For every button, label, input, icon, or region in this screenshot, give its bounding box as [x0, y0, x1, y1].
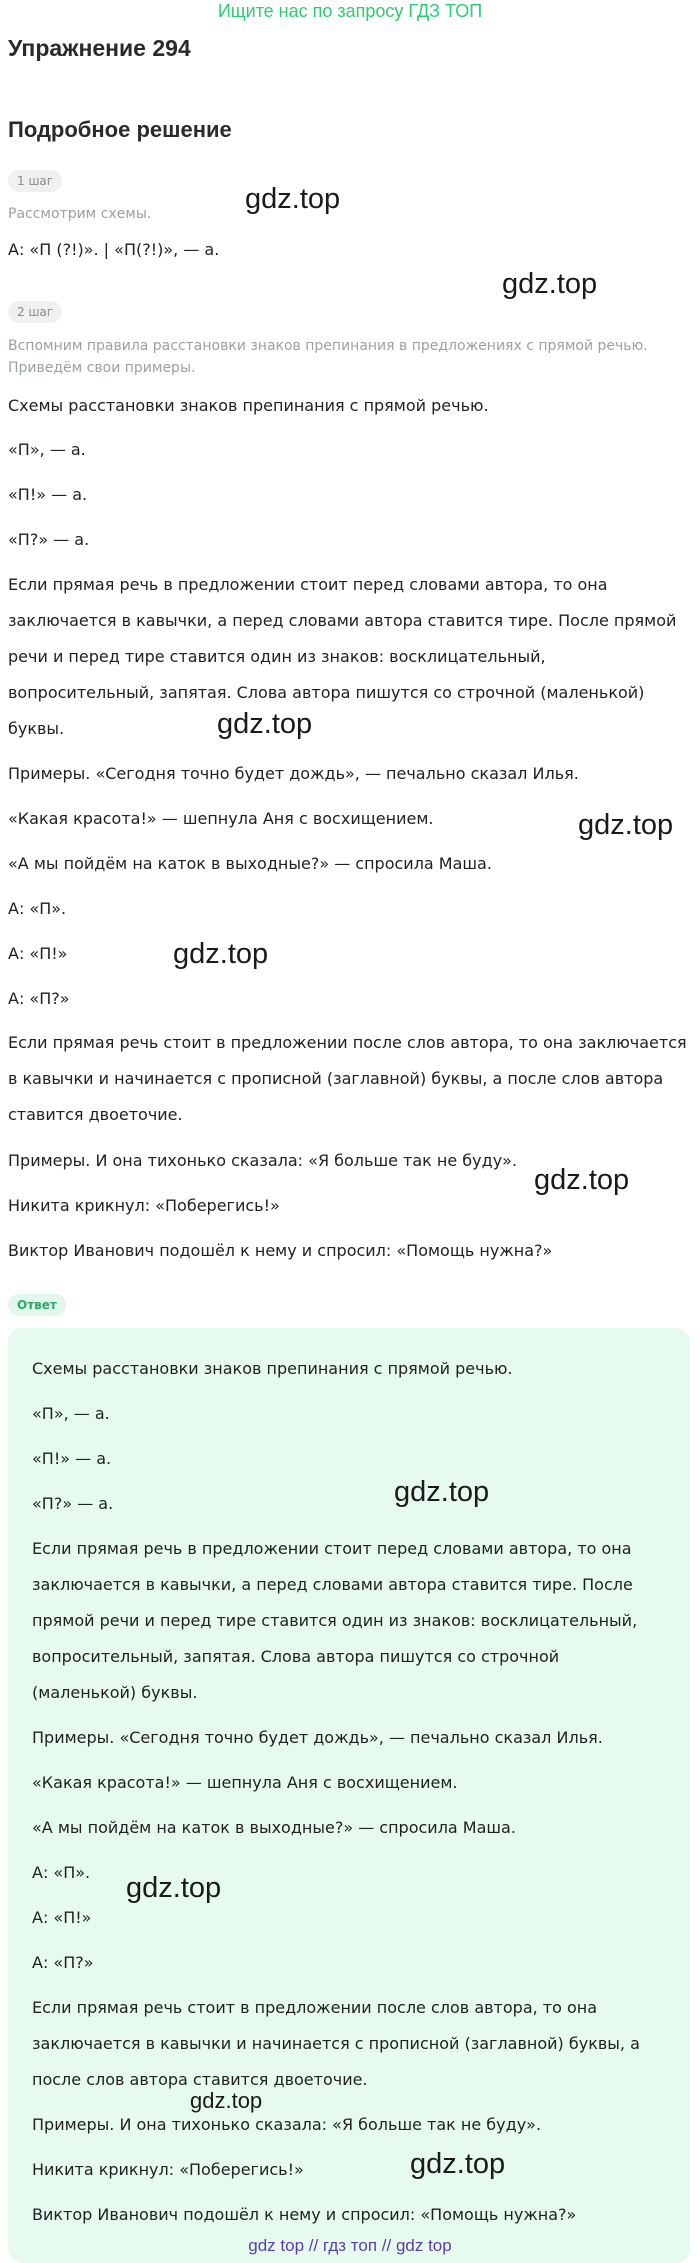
step-2-badge: 2 шаг — [8, 301, 62, 323]
page-title: Упражнение 294 — [8, 35, 191, 61]
answer-line: «П!» — а. — [32, 1449, 112, 1468]
step-2-hint: Вспомним правила расстановки знаков препинания в предложениях с прямой речью. Приведём свои примеры. — [8, 338, 648, 376]
watermark: gdz.top — [578, 809, 674, 841]
step-2-line: Примеры. И она тихонько сказала: «Я больше так не буду». — [8, 1151, 518, 1170]
answer-paragraph: Если прямая речь в предложении стоит перед словами автора, то она заключается в кавычки, а перед словами автора ставится тире. После прямой речи и перед тире ставится один из знаков: восклицательный, вопросительный, запятая. Слова автора пишутся со строчной (маленькой) буквы. — [32, 1539, 638, 1702]
answer-line: «П», — а. — [32, 1404, 110, 1423]
answer-line: А: «П!» — [32, 1908, 92, 1927]
footer-links[interactable]: gdz top // гдз топ // gdz top — [248, 2236, 452, 2255]
watermark: gdz.top — [410, 2148, 506, 2180]
watermark: gdz.top — [534, 1164, 630, 1196]
step-2-line: «А мы пойдём на каток в выходные?» — спросила Маша. — [8, 854, 492, 873]
answer-line: Примеры. «Сегодня точно будет дождь», — печально сказал Илья. — [32, 1728, 603, 1747]
step-2-line: Схемы расстановки знаков препинания с прямой речью. — [8, 396, 489, 415]
answer-line: Примеры. И она тихонько сказала: «Я больше так не буду». — [32, 2115, 542, 2134]
answer-line: Схемы расстановки знаков препинания с прямой речью. — [32, 1359, 513, 1378]
step-2-paragraph: Если прямая речь стоит в предложении после слов автора, то она заключается в кавычки и начинается с прописной (заглавной) буквы, а после слов автора ставится двоеточие. — [8, 1033, 687, 1124]
promo-banner[interactable]: Ищите нас по запросу ГДЗ ТОП — [217, 1, 483, 21]
step-2-line: «Какая красота!» — шепнула Аня с восхищением. — [8, 809, 434, 828]
answer-badge: Ответ — [8, 1294, 66, 1316]
answer-line: «А мы пойдём на каток в выходные?» — спросила Маша. — [32, 1818, 516, 1837]
step-2-line: А: «П?» — [8, 989, 70, 1008]
step-2-line: Никита крикнул: «Поберегись!» — [8, 1196, 280, 1215]
step-2-paragraph: Если прямая речь в предложении стоит перед словами автора, то она заключается в кавычки, а перед словами автора ставится тире. После прямой речи и перед тире ставится один из знаков: восклицательный, вопросительный, запятая. Слова автора пишутся со строчной (маленькой) буквы. — [8, 575, 677, 738]
watermark: gdz.top — [217, 708, 313, 740]
section-title: Подробное решение — [8, 117, 232, 142]
answer-paragraph: Если прямая речь стоит в предложении после слов автора, то она заключается в кавычки и начинается с прописной (заглавной) буквы, а после слов автора ставится двоеточие. — [32, 1998, 640, 2089]
step-2-line: Примеры. «Сегодня точно будет дождь», — печально сказал Илья. — [8, 764, 579, 783]
step-2-line: «П!» — а. — [8, 485, 88, 504]
watermark: gdz.top — [126, 1872, 222, 1904]
answer-line: А: «П». — [32, 1863, 91, 1882]
answer-line: «П?» — а. — [32, 1494, 114, 1513]
step-2-line: А: «П». — [8, 899, 67, 918]
watermark: gdz.top — [245, 183, 341, 215]
watermark: gdz.top — [502, 268, 598, 300]
answer-line: Виктор Иванович подошёл к нему и спросил: «Помощь нужна?» — [32, 2205, 577, 2224]
answer-line: А: «П?» — [32, 1953, 94, 1972]
watermark: gdz.top — [173, 938, 269, 970]
step-2-line: А: «П!» — [8, 944, 68, 963]
step-2-line: «П», — а. — [8, 440, 86, 459]
step-2-line: Виктор Иванович подошёл к нему и спросил: «Помощь нужна?» — [8, 1241, 553, 1260]
step-1-badge: 1 шаг — [8, 170, 62, 192]
step-1-hint: Рассмотрим схемы. — [8, 206, 152, 222]
answer-line: «Какая красота!» — шепнула Аня с восхищением. — [32, 1773, 458, 1792]
answer-line: Никита крикнул: «Поберегись!» — [32, 2160, 304, 2179]
watermark: gdz.top — [394, 1476, 490, 1508]
step-1-text: А: «П (?!)». | «П(?!)», — а. — [8, 240, 220, 259]
step-2-line: «П?» — а. — [8, 530, 90, 549]
watermark: gdz.top — [190, 2088, 263, 2113]
